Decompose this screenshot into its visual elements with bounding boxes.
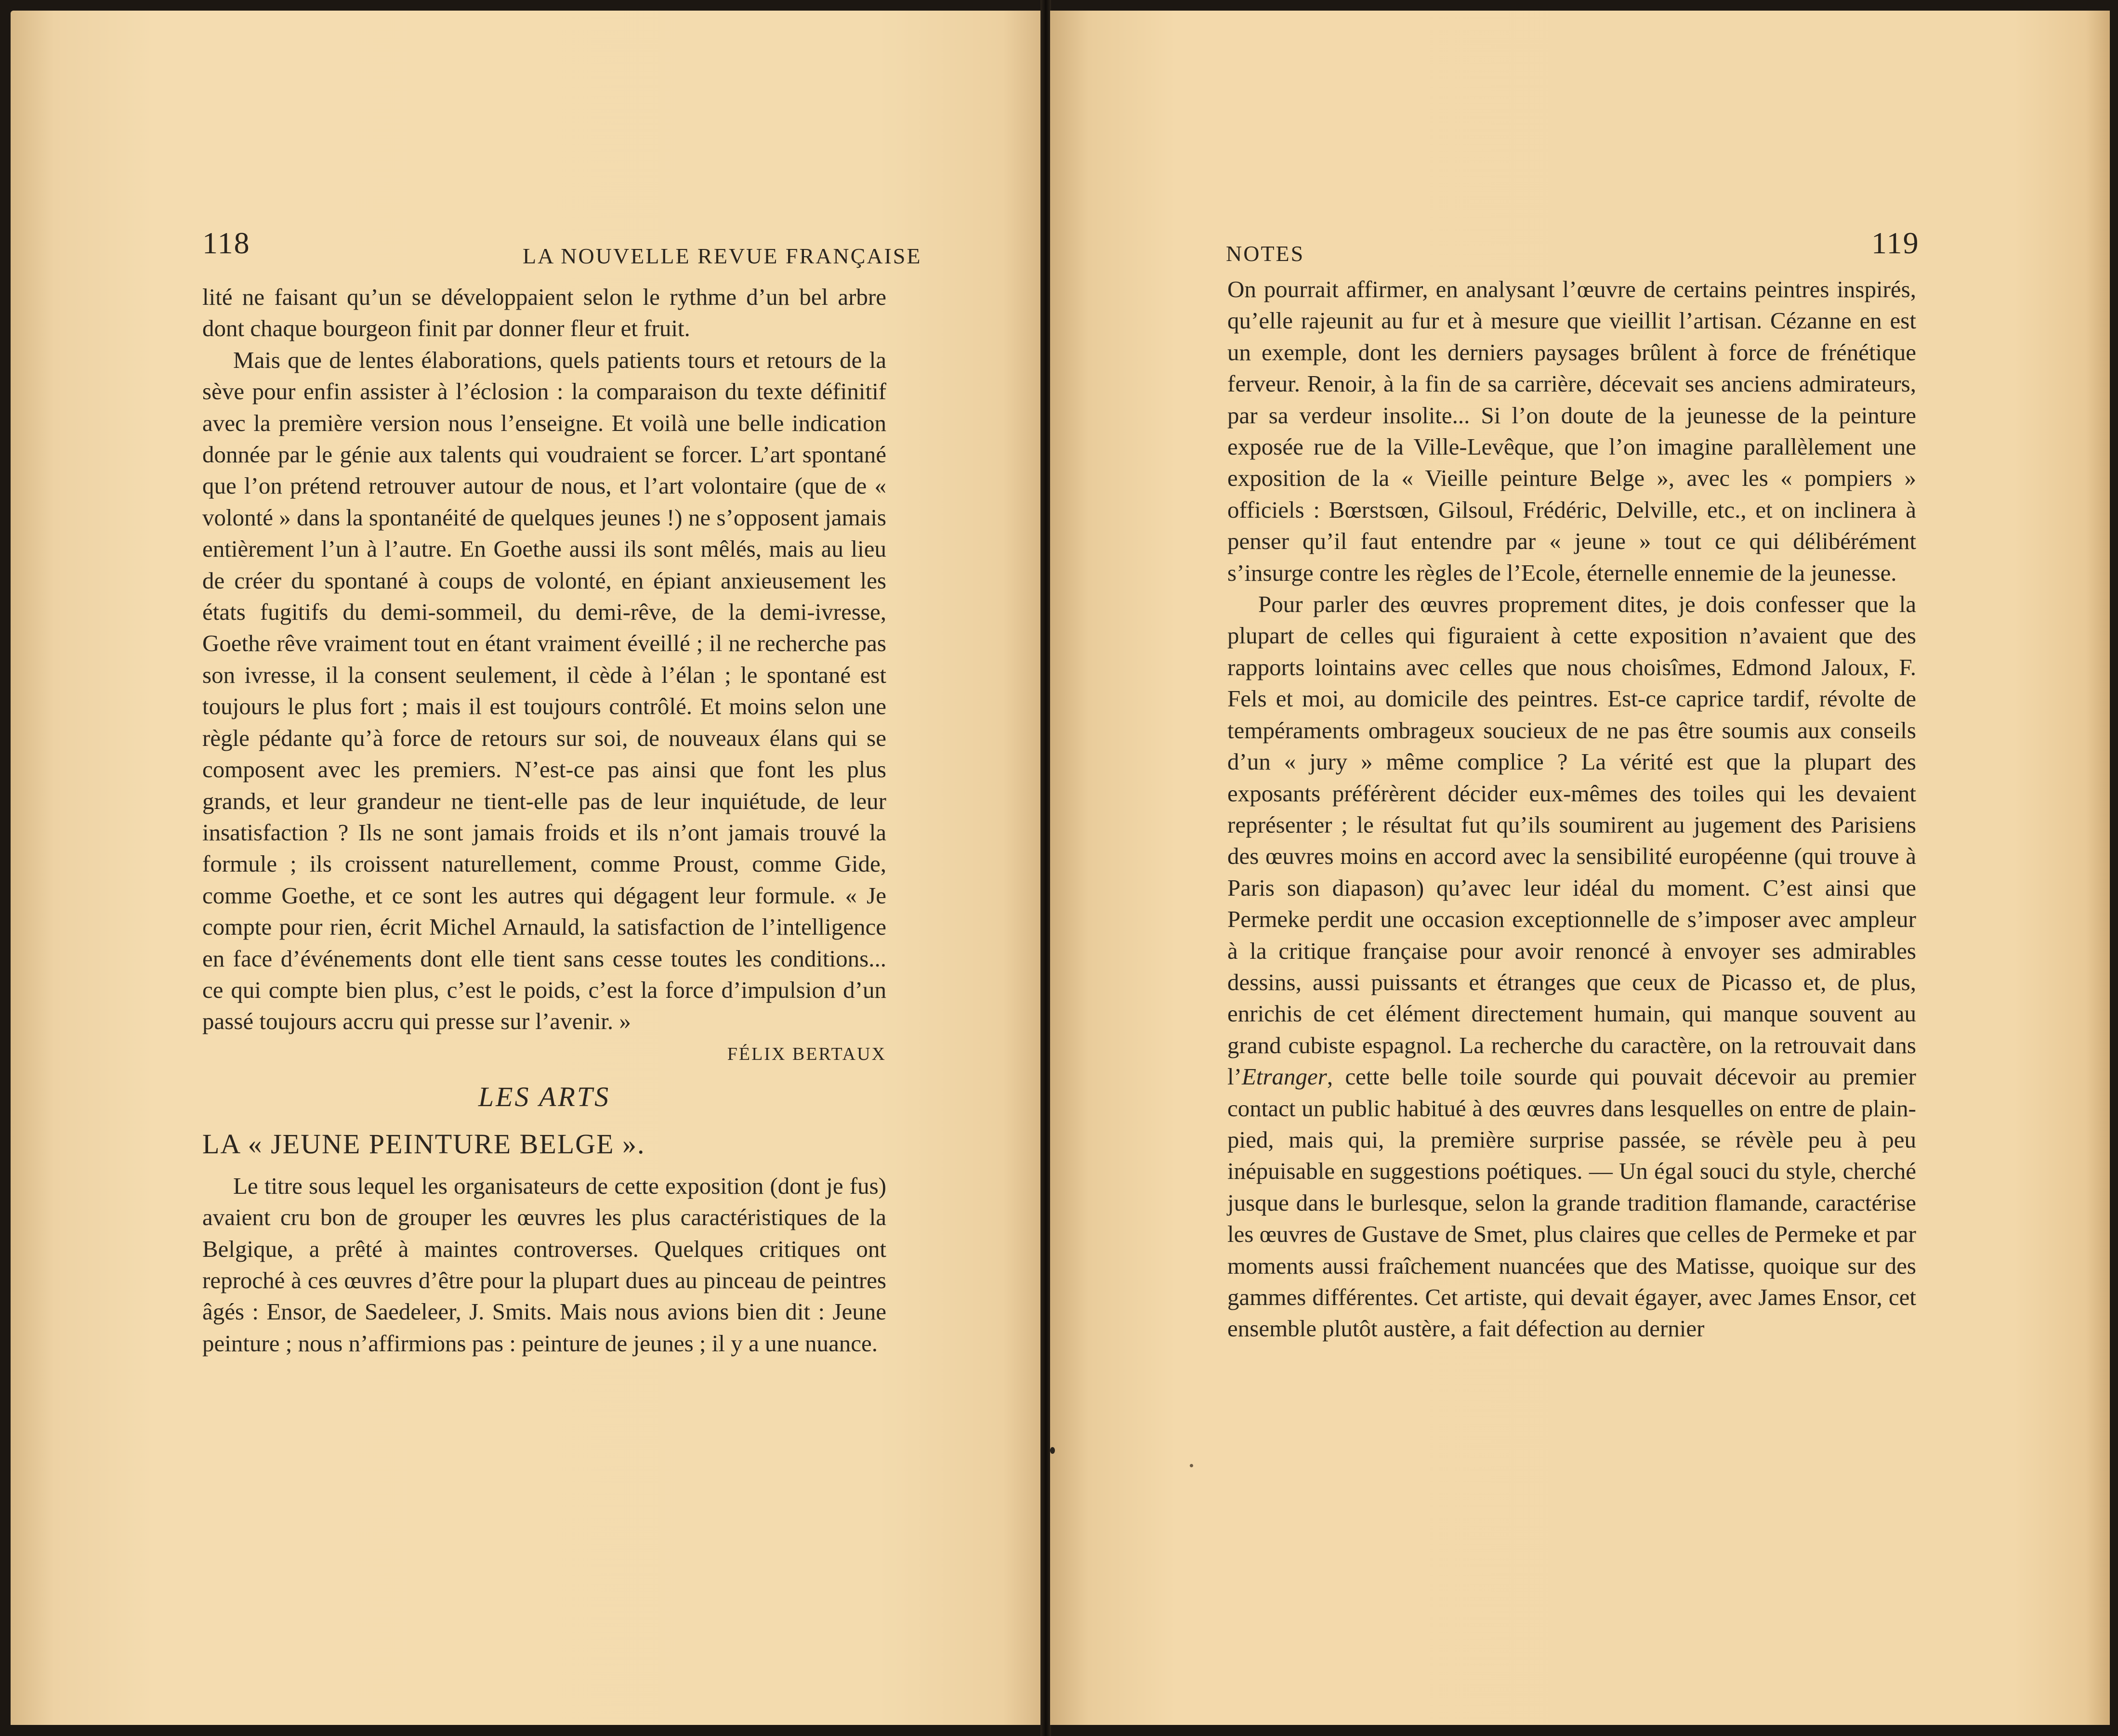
left-page-number: 118 (202, 226, 250, 260)
article-title: LA « JEUNE PEINTURE BELGE ». (202, 1128, 645, 1160)
artwork-title: Etranger (1241, 1063, 1327, 1090)
left-paragraph-2: Mais que de lentes élaborations, quels patients tours et retours de la sève pour enfin assister à l’éclosion : la comparaison du texte définitif avec la première version nous l’enseigne. Et voilà une belle indication donnée par le génie aux talents qui voudraient se forcer. L’art spontané que l’on prétend retrouver autour de nous, et l’art volontaire (que de « volonté » dans la spontanéité de quelques jeunes !) ne s’opposent jamais entièrement l’un à l’autre. En Goethe aussi ils sont mêlés, mais au lieu de créer du spontané à coups de volonté, en épiant anxieusement les états fugitifs du demi-sommeil, du demi-rêve, de la demi-ivresse, Goethe rêve vraiment tout en étant vraiment éveillé ; il ne recherche pas son ivresse, il la consent seulement, il cède à l’élan ; le spontané est toujours le plus fort ; mais il est toujours contrôlé. Et moins selon une règle pédante qu’à force de retours sur soi, de nouveaux élans qui se composent avec les premiers. N’est-ce pas ainsi que font les plus grands, et leur grandeur ne tient-elle pas de leur inquiétude, de leur insatisfaction ? Ils ne sont jamais froids et ils n’ont jamais trouvé la formule ; ils croissent naturellement, comme Proust, comme Gide, comme Goethe, et ce sont les autres qui dégagent leur formule. « Je compte pour rien, écrit Michel Arnauld, la satisfaction de l’intelligence en face d’événements dont elle tient sans cesse toutes les conditions... ce qui compte bien plus, c’est le poids, c’est la force d’impulsion d’un passé toujours accru qui presse sur l’avenir. » (202, 346, 886, 1035)
right-page-number: 119 (1871, 226, 1920, 260)
left-running-head: LA NOUVELLE REVUE FRANÇAISE (523, 244, 922, 268)
right-paragraph-2-part-2: , cette belle toile sourde qui pouvait décevoir au premier contact un public habitué à des œuvres dans lesquelles on entre de plain-pied, mais qui, la première surprise passée, se révèle peu à peu inépuisable en suggestions poétiques. — Un égal souci du style, cherché jusque dans le burlesque, selon la grande tradition flamande, caractérise les œuvres de Gustave de Smet, plus claires que celles de Permeke et par moments aussi fraîchement nuancées que des Matisse, quoique sur des gammes différentes. Cet artiste, qui devait égayer, avec James Ensor, cet ensemble plutôt austère, a fait défection au dernier (1227, 1063, 1916, 1342)
ink-speck (1050, 1447, 1055, 1454)
right-paragraph-2-part-1: Pour parler des œuvres proprement dites, je dois confesser que la plupart de celles qui figuraient à cette exposition n’avaient que des rapports lointains avec celles que nous choisîmes, Edmond Jaloux, F. Fels et moi, au domicile des peintres. Est-ce caprice tardif, révolte de tempéraments ombrageux soucieux de ne pas être soumis aux conseils d’un « jury » même complice ? La vérité est que la plupart des exposants préférèrent décider eux-mêmes des toiles qui les devaient représenter ; le résultat fut qu’ils soumirent au jugement des Parisiens des œuvres moins en accord avec la sensibilité européenne (qui trouve à Paris son diapason) qu’avec leur idéal du moment. C’est ainsi que Permeke perdit une occasion exceptionnelle de s’imposer avec ampleur à la critique française pour avoir renoncé à envoyer ses admirables dessins, aussi puissants et étranges que ceux de Picasso et, de plus, enrichis de cet élément directement humain, qui manque souvent au grand cubiste espagnol. La recherche du caractère, on la retrouvait dans l’ (1227, 591, 1916, 1090)
right-running-head: NOTES (1226, 241, 1305, 266)
author-signature: FÉLIX BERTAUX (727, 1044, 886, 1064)
right-text-block (1227, 274, 1916, 1344)
section-title: LES ARTS (478, 1081, 611, 1112)
book-gutter (1040, 0, 1051, 1736)
right-paragraph-2 (1227, 588, 1916, 1344)
right-paragraph-1: On pourrait affirmer, en analysant l’œuvre de certains peintres inspirés, qu’elle rajeunit au fur et à mesure que vieillit l’artisan. Cézanne en est un exemple, dont les derniers paysages brûlent à force de frénétique ferveur. Renoir, à la fin de sa carrière, décevait ses anciens admirateurs, par sa verdeur insolite... Si l’on doute de la jeunesse de la peinture exposée rue de la Ville-Levêque, que l’on imagine parallèlement une exposition de la « Vieille peinture Belge », avec les « pompiers » officiels : Bœrstsœn, Gilsoul, Frédéric, Delville, etc., et on inclinera à penser qu’il faut entendre par « jeune » tout ce qui délibérément s’insurge contre les règles de l’Ecole, éternelle ennemie de la jeunesse. (1227, 276, 1916, 586)
article-paragraph: Le titre sous lequel les organisateurs de cette exposition (dont je fus) avaient cru bon de grouper les œuvres les plus caractéristiques de la Belgique, a prêté à maintes controverses. Quelques critiques ont reproché à ces œuvres d’être pour la plupart dues au pinceau de peintres âgés : Ensor, de Saedeleer, J. Smits. Mais nous avions bien dit : Jeune peinture ; nous n’affirmions pas : peinture de jeunes ; il y a une nuance. (202, 1172, 886, 1357)
left-text-block (202, 281, 886, 1359)
left-paragraph-1: lité ne faisant qu’un se développaient selon le rythme d’un bel arbre dont chaque bourgeon finit par donner fleur et fruit. (202, 284, 886, 342)
ink-speck (1190, 1464, 1193, 1467)
